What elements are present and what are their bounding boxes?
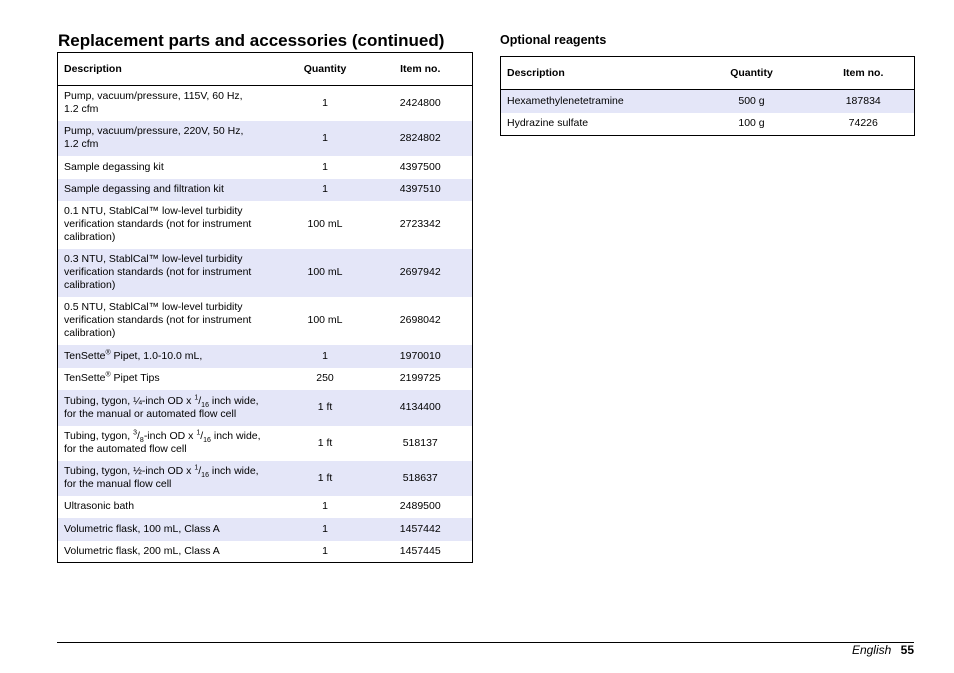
cell-quantity: 1 [322,500,328,512]
cell-quantity: 1 [322,544,328,557]
cell-description: Hexamethylenetetramine [501,90,691,113]
cell-item-no: 1457445 [399,544,441,557]
cell-quantity: 1 [322,160,328,173]
cell-item-no: 4134400 [369,390,473,426]
column-header-item-no: Item no. [369,53,473,86]
cell-quantity: 1 ft [282,461,369,496]
cell-quantity: 100 g [738,117,765,130]
cell-quantity: 1 ft [282,390,369,426]
cell-item-no: 518637 [369,461,473,496]
cell-item-no: 4397500 [399,160,441,173]
table-row [58,390,473,426]
cell-description: Pump, vacuum/pressure, 220V, 50 Hz, 1.2 cfm [58,121,282,156]
cell-item-no: 2824802 [369,121,473,156]
cell-quantity: 1 [282,518,369,541]
table-row [58,297,473,345]
table-row [58,496,473,518]
cell-quantity: 250 [316,372,334,384]
cell-description: 0.5 NTU, StablCal™ low-level turbidity verification standards (not for instrument calibration) [64,301,252,339]
cell-quantity: 1 [322,96,328,109]
page-footer [852,643,914,657]
table-row [58,368,473,390]
table-row [58,156,473,179]
table-row [58,518,473,541]
cell-description: Volumetric flask, 200 mL, Class A [64,544,220,557]
parts-table [57,52,473,563]
cell-description: TenSette® Pipet Tips [64,371,160,384]
cell-item-no: 2698042 [399,314,441,326]
column-header-quantity: Quantity [282,53,369,86]
table-row [58,121,473,156]
cell-item-no: 518137 [402,436,438,449]
cell-item-no: 2697942 [369,249,473,297]
cell-item-no: 1457442 [369,518,473,541]
cell-description: TenSette® Pipet, 1.0-10.0 mL, [58,345,282,368]
table-row [58,86,473,121]
column-header-quantity: Quantity [691,57,813,90]
cell-description: 0.1 NTU, StablCal™ low-level turbidity verification standards (not for instrument calibration) [64,205,252,243]
table-row [58,345,473,368]
table-row [501,113,915,136]
cell-quantity: 1 [282,121,369,156]
cell-item-no: 2424800 [399,96,441,109]
column-header-item-no: Item no. [813,57,915,90]
table-header-row [58,53,473,86]
cell-description: Sample degassing kit [64,160,164,173]
table-row [58,249,473,297]
table-row [501,90,915,113]
table-row [58,426,473,461]
cell-item-no: 2199725 [399,372,441,384]
cell-item-no: 187834 [813,90,915,113]
cell-description: Ultrasonic bath [64,500,135,512]
cell-item-no: 4397510 [369,179,473,201]
footer-language: English [851,643,892,657]
cell-quantity: 1 [282,345,369,368]
page-title: Replacement parts and accessories (continued) [58,31,445,50]
cell-item-no: 2723342 [399,218,441,230]
cell-description: Tubing, tygon, ¼-inch OD x $^1/_{16}$ inch wide, for the manual or automated flow cell [58,390,282,426]
table-row [58,461,473,496]
cell-description: Hydrazine sulfate [507,117,589,130]
cell-description: Tubing, tygon, $^3/_8$-inch OD x $^1/_{16}$ inch wide, for the automated flow cell [64,429,261,455]
cell-item-no: 74226 [848,117,878,130]
column-header-description: Description [501,57,691,90]
cell-quantity: 1 [282,179,369,201]
cell-description: Pump, vacuum/pressure, 115V, 60 Hz, 1.2 cfm [64,90,243,116]
reagents-table [500,56,915,136]
cell-quantity: 100 mL [307,218,343,230]
page-number: 55 [900,643,914,657]
cell-quantity: 100 mL [307,314,343,326]
cell-description: Sample degassing and filtration kit [58,179,282,201]
table-row [58,201,473,249]
cell-description: Tubing, tygon, ½-inch OD x $^1/_{16}$ inch wide, for the manual flow cell [58,461,282,496]
cell-item-no: 1970010 [369,345,473,368]
cell-description: 0.3 NTU, StablCal™ low-level turbidity verification standards (not for instrument calibration) [58,249,282,297]
cell-quantity: 500 g [691,90,813,113]
cell-quantity: 100 mL [282,249,369,297]
table-header-row [501,57,915,90]
cell-description: Volumetric flask, 100 mL, Class A [58,518,282,541]
table-row [58,179,473,201]
cell-quantity: 1 ft [317,436,333,449]
table-row [58,541,473,563]
reagents-title: Optional reagents [500,33,607,47]
cell-item-no: 2489500 [399,500,441,512]
footer-divider [57,642,914,643]
column-header-description: Description [58,53,282,86]
